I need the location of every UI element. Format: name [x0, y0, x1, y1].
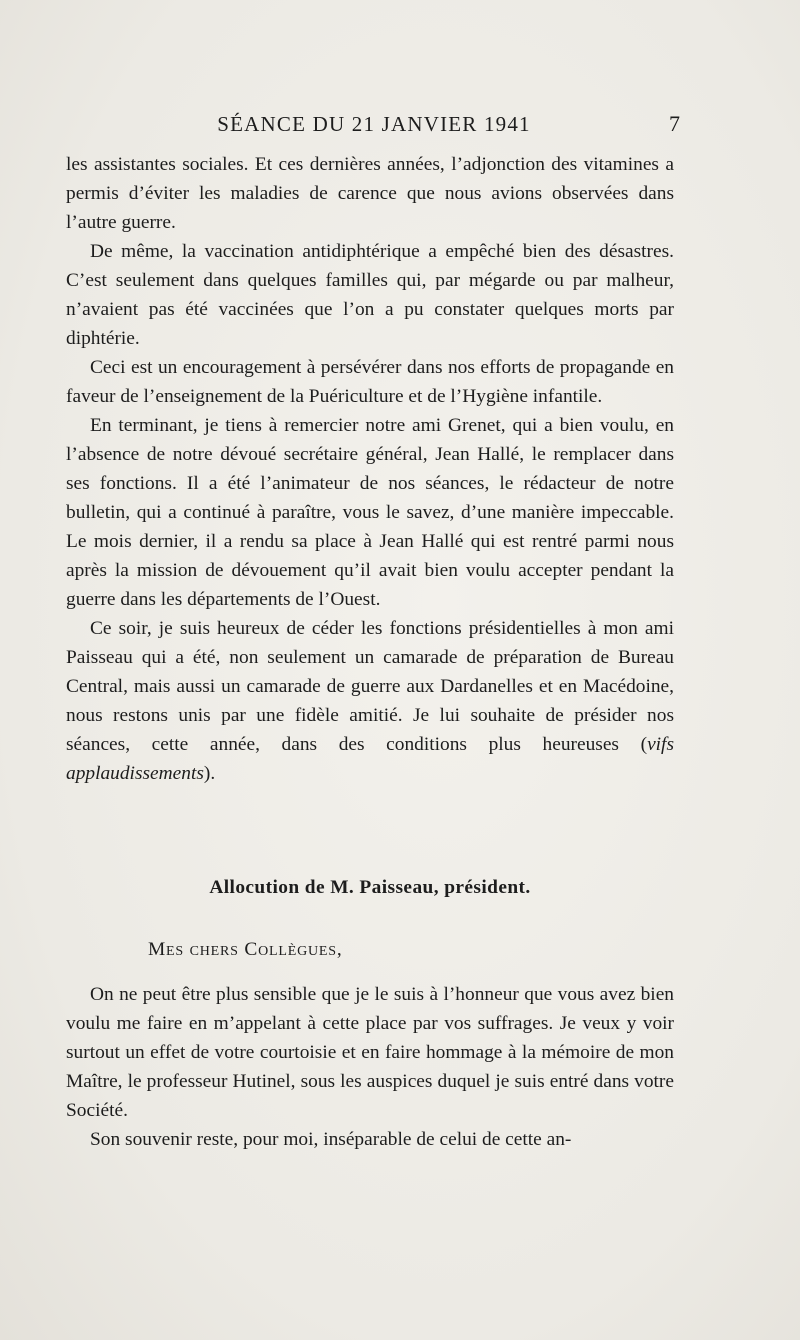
paragraph-end: ).	[203, 763, 216, 784]
paragraph: En terminant, je tiens à remercier notre ami Grenet, qui a bien voulu, en l’absence de notre dévoué secrétaire général, Jean Hallé, le remplacer dans ses fonctions. Il a été l’animateur de nos séances, le rédacteur de notre bulletin, qui a continué à paraître, vous le savez, d’une manière impeccable. Le mois dernier, il a rendu sa place à Jean Hallé qui est rentré parmi nous après la mission de dévouement qu’il avait bien voulu accepter pendant la guerre dans les départements de l’Ouest.	[66, 415, 674, 610]
paragraph: Ceci est un encouragement à persévérer dans nos efforts de propagande en faveur de l’enseignement de la Puériculture et de l’Hygiène infantile.	[66, 357, 674, 407]
running-title: SÉANCE DU 21 JANVIER 1941	[217, 112, 531, 136]
applause-note: vifs applaudissements	[66, 734, 674, 784]
paragraph: On ne peut être plus sensible que je le suis à l’honneur que vous avez bien voulu me faire en m’appelant à cette place par vos suffrages. Je veux y voir surtout un effet de votre courtoisie et en faire hommage à la mémoire de mon Maître, le professeur Hutinel, sous les auspices duquel je suis entré dans votre Société.	[66, 984, 674, 1121]
salutation: Mes chers Collègues,	[148, 939, 343, 960]
paragraph: Son souvenir reste, pour moi, inséparable de celui de cette an-	[90, 1129, 572, 1150]
paragraph-text: Ce soir, je suis heureux de céder les fonctions présidentielles à mon ami Paisseau qui a été, non seulement un camarade de préparation de Bureau Central, mais aussi un camarade de guerre aux Dardanelles et en Macédoine, nous restons unis par une fidèle amitié. Je lui souhaite de présider nos séances, cette année, dans des conditions plus heureuses (	[66, 618, 674, 755]
section-heading: Allocution de M. Paisseau, président.	[209, 877, 531, 898]
paragraph: De même, la vaccination antidiphtérique a empêché bien des désastres. C’est seulement dans quelques familles qui, par mégarde ou par malheur, n’avaient pas été vaccinées que l’on a pu constater quelques morts par diphtérie.	[66, 241, 674, 349]
paragraph	[66, 614, 674, 788]
paragraph: les assistantes sociales. Et ces dernières années, l’adjonction des vitamines a permis d’éviter les maladies de carence que nous avions observées dans l’autre guerre.	[66, 154, 674, 233]
body-text-top	[66, 150, 674, 788]
page-number: 7	[669, 111, 680, 136]
running-header	[68, 108, 680, 140]
body-text-bottom	[66, 980, 674, 1154]
